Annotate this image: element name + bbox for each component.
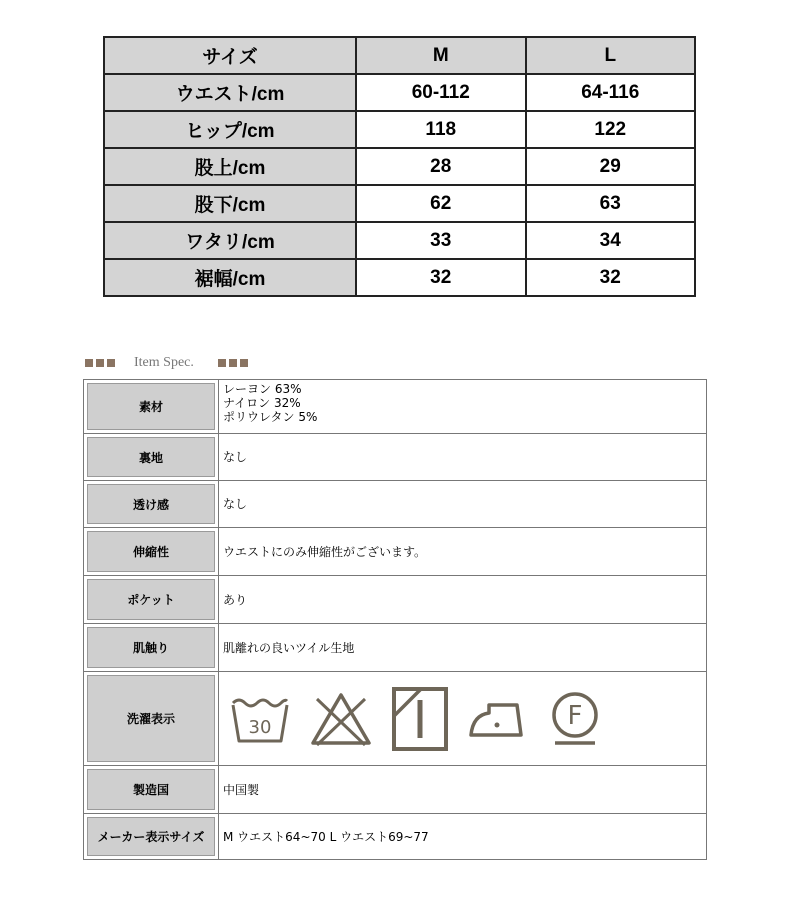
- size-row-label: 裾幅/cm: [104, 259, 356, 296]
- size-value-m: 62: [356, 185, 526, 222]
- spec-label: 裏地: [84, 434, 219, 481]
- size-row-label: ワタリ/cm: [104, 222, 356, 259]
- size-value-m: 33: [356, 222, 526, 259]
- spec-label: 透け感: [84, 481, 219, 528]
- spec-value: ウエストにのみ伸縮性がございます。: [219, 528, 707, 576]
- size-row-inseam: [104, 185, 695, 222]
- size-header-label: サイズ: [104, 37, 356, 74]
- size-row-waist: [104, 74, 695, 111]
- item-spec-header: [85, 353, 251, 373]
- spec-label: メーカー表示サイズ: [84, 814, 219, 860]
- size-row-hip: [104, 111, 695, 148]
- decor-square-icon: [218, 359, 226, 367]
- spec-row-stretch: [84, 528, 707, 576]
- spec-label: 素材: [84, 380, 219, 434]
- spec-label: 製造国: [84, 766, 219, 814]
- size-value-l: 122: [526, 111, 696, 148]
- size-row-thigh: [104, 222, 695, 259]
- spec-row-origin: [84, 766, 707, 814]
- size-value-m: 28: [356, 148, 526, 185]
- material-line: ポリウレタン 5%: [223, 410, 318, 424]
- spec-value: M ウエスト64~70 L ウエスト69~77: [219, 814, 707, 860]
- size-header-m: M: [356, 37, 526, 74]
- care-icons: [219, 672, 707, 766]
- spec-value: なし: [219, 481, 707, 528]
- spec-row-sheer: [84, 481, 707, 528]
- dry-clean-f-icon: [547, 691, 603, 747]
- spec-value: 肌離れの良いツイル生地: [219, 624, 707, 672]
- spec-label: ポケット: [84, 576, 219, 624]
- spec-label: 伸縮性: [84, 528, 219, 576]
- spec-value: なし: [219, 434, 707, 481]
- spec-label: 肌触り: [84, 624, 219, 672]
- no-bleach-icon: [309, 691, 373, 747]
- spec-value: 中国製: [219, 766, 707, 814]
- size-row-label: 股上/cm: [104, 148, 356, 185]
- line-dry-shade-icon: [391, 686, 449, 752]
- size-value-l: 64-116: [526, 74, 696, 111]
- size-table-header-row: [104, 37, 695, 74]
- size-row-label: 股下/cm: [104, 185, 356, 222]
- size-header-l: L: [526, 37, 696, 74]
- spec-row-texture: [84, 624, 707, 672]
- wash-30-icon: [229, 691, 291, 747]
- decor-square-icon: [229, 359, 237, 367]
- decor-square-icon: [107, 359, 115, 367]
- size-table: [103, 36, 696, 297]
- dry-clean-letter: F: [567, 700, 583, 731]
- spec-row-lining: [84, 434, 707, 481]
- decor-square-icon: [240, 359, 248, 367]
- iron-low-icon: [467, 697, 529, 741]
- size-row-label: ヒップ/cm: [104, 111, 356, 148]
- material-line: レーヨン 63%: [223, 382, 302, 396]
- size-value-l: 34: [526, 222, 696, 259]
- size-value-l: 32: [526, 259, 696, 296]
- size-row-hem: [104, 259, 695, 296]
- decor-square-icon: [96, 359, 104, 367]
- spec-row-material: [84, 380, 707, 434]
- size-value-l: 63: [526, 185, 696, 222]
- material-line: ナイロン 32%: [223, 396, 301, 410]
- spec-label: 洗濯表示: [84, 672, 219, 766]
- size-value-l: 29: [526, 148, 696, 185]
- spec-row-pocket: [84, 576, 707, 624]
- spec-row-maker-size: [84, 814, 707, 860]
- decor-square-icon: [85, 359, 93, 367]
- spec-value: あり: [219, 576, 707, 624]
- size-value-m: 32: [356, 259, 526, 296]
- size-row-rise: [104, 148, 695, 185]
- size-row-label: ウエスト/cm: [104, 74, 356, 111]
- item-spec-title: Item Spec.: [134, 355, 194, 370]
- spec-table: [83, 379, 707, 860]
- size-value-m: 60-112: [356, 74, 526, 111]
- wash-temp-label: 30: [248, 716, 272, 738]
- size-value-m: 118: [356, 111, 526, 148]
- spec-value: [219, 380, 707, 434]
- spec-row-care: [84, 672, 707, 766]
